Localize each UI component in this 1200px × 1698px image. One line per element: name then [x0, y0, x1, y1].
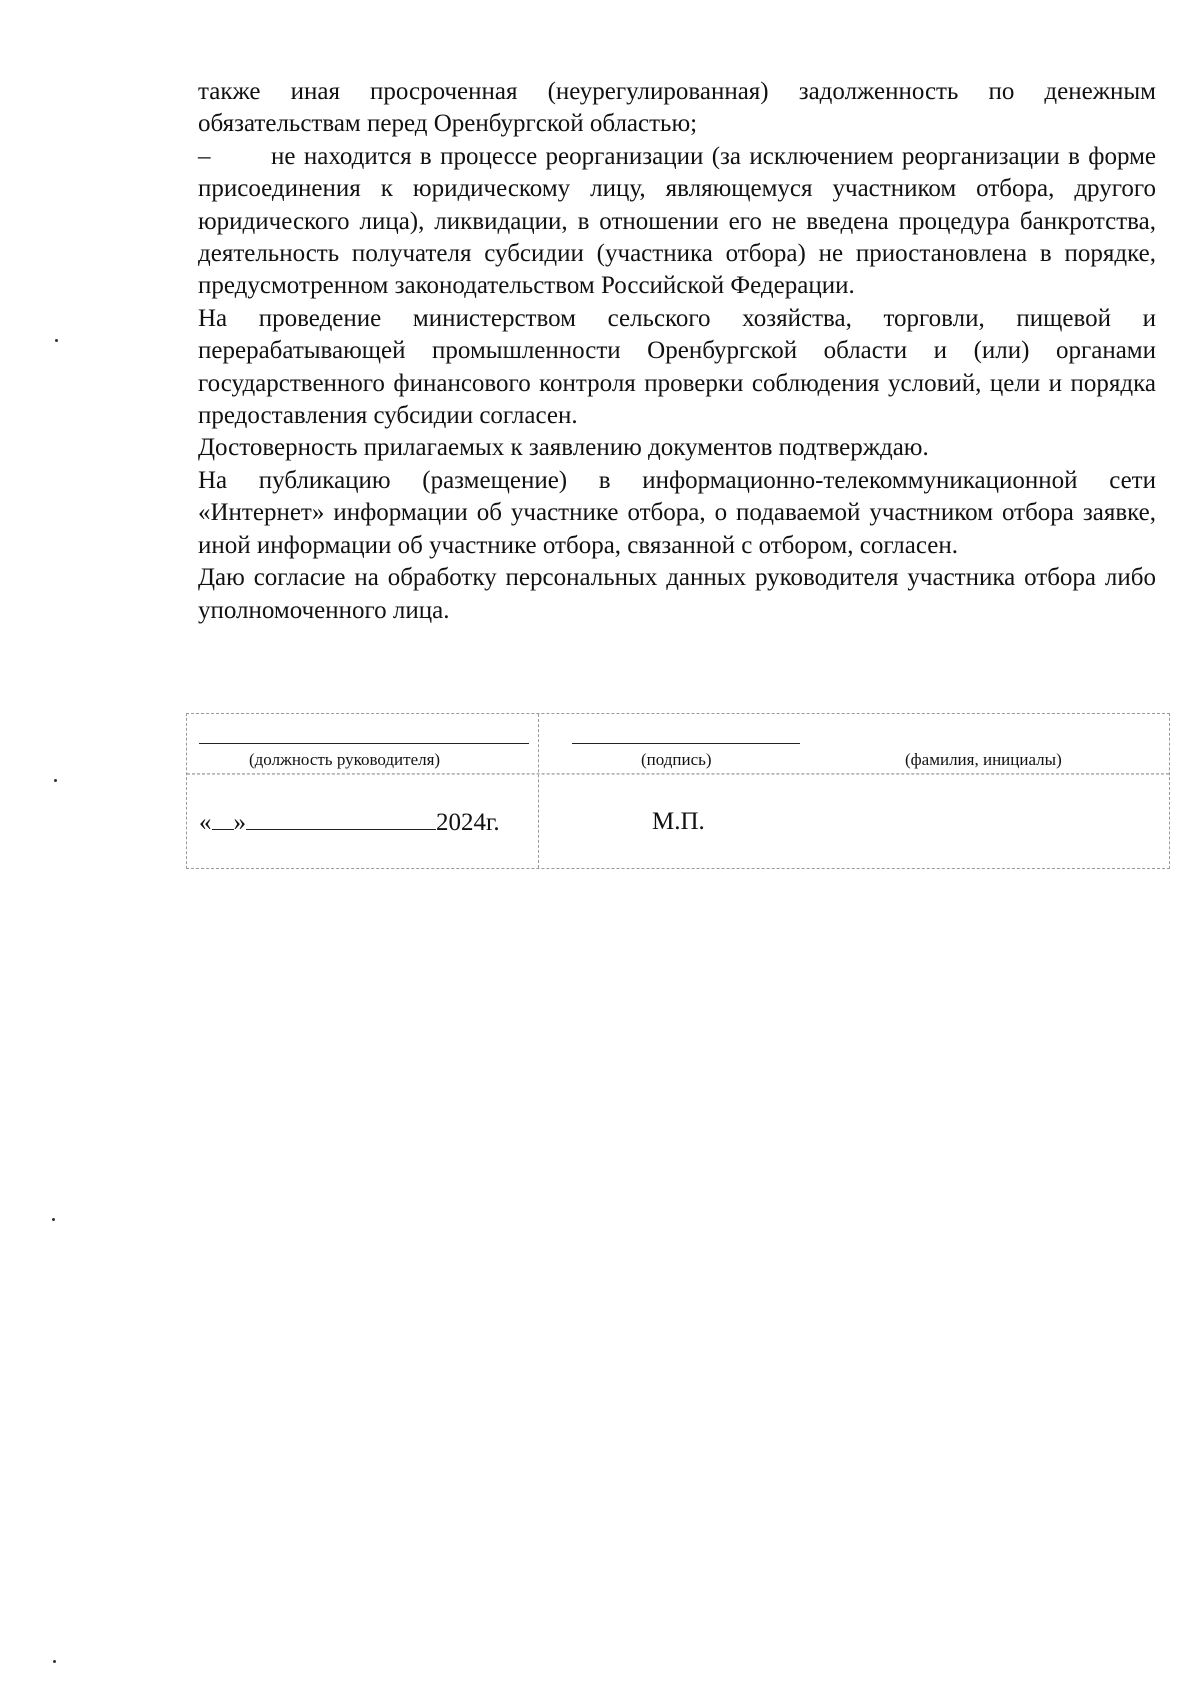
scan-speck [55, 339, 58, 342]
table-divider-vertical [538, 714, 539, 868]
quote-open: « [199, 809, 212, 836]
paragraph-authenticity [198, 432, 1156, 464]
paragraph-text: На проведение министерством сельского хозяйства, торговли, пищевой и перерабатывающей промышленности Оренбургской области и (или) органами государственного финансового контроля проверки соблюдения условий, цели и порядка предоставления субсидии согласен. [198, 304, 1156, 430]
quote-close: » [233, 809, 246, 836]
paragraph-publication-consent [198, 465, 1156, 562]
position-blank-line [199, 743, 529, 744]
list-dash: – [198, 142, 211, 170]
paragraph-debt [198, 76, 1156, 141]
paragraph-text: Даю согласие на обработку персональных данных руководителя участника отбора либо уполномоченного лица. [198, 564, 1156, 624]
paragraph-text: Достоверность прилагаемых к заявлению документов подтверждаю. [198, 434, 929, 462]
table-divider-horizontal [187, 774, 1169, 775]
signature-table [186, 713, 1170, 869]
position-caption: (должность руководителя) [249, 750, 441, 769]
document-body [198, 76, 1156, 627]
name-caption: (фамилия, инициалы) [905, 750, 1062, 769]
paragraph-text: также иная просроченная (неурегулированная) задолженность по денежным обязательствам перед Оренбургской областью; [198, 78, 1156, 138]
scan-speck [53, 1660, 56, 1663]
paragraph-inspection-consent [198, 303, 1156, 433]
signature-caption: (подпись) [641, 750, 712, 769]
signature-blank-line [572, 743, 800, 744]
paragraph-text: не находится в процессе реорганизации (за исключением реорганизации в форме присоединения к юридическому лицу, являющемуся участником отбора, другого юридического лица), ликвидации, в отношении его не введена процедура банкротства, деятельность получателя субсидии (участника отбора) не приостановлена в порядке, предусмотренном законодательством Российской Федерации. [198, 142, 1156, 300]
scan-speck [54, 779, 57, 782]
day-blank [212, 807, 234, 830]
year-label: 2024г. [436, 809, 500, 836]
scan-speck [52, 1218, 55, 1221]
paragraph-personal-data-consent [198, 562, 1156, 627]
month-blank [246, 807, 436, 830]
paragraph-text: На публикацию (размещение) в информационно-телекоммуникационной сети «Интернет» информации об участнике отбора, о подаваемой участником отбора заявке, иной информации об участнике отбора, связанной с отбором, согласен. [198, 466, 1156, 559]
paragraph-reorganization [198, 141, 1156, 303]
stamp-placeholder: М.П. [652, 808, 705, 835]
date-field [199, 807, 500, 838]
